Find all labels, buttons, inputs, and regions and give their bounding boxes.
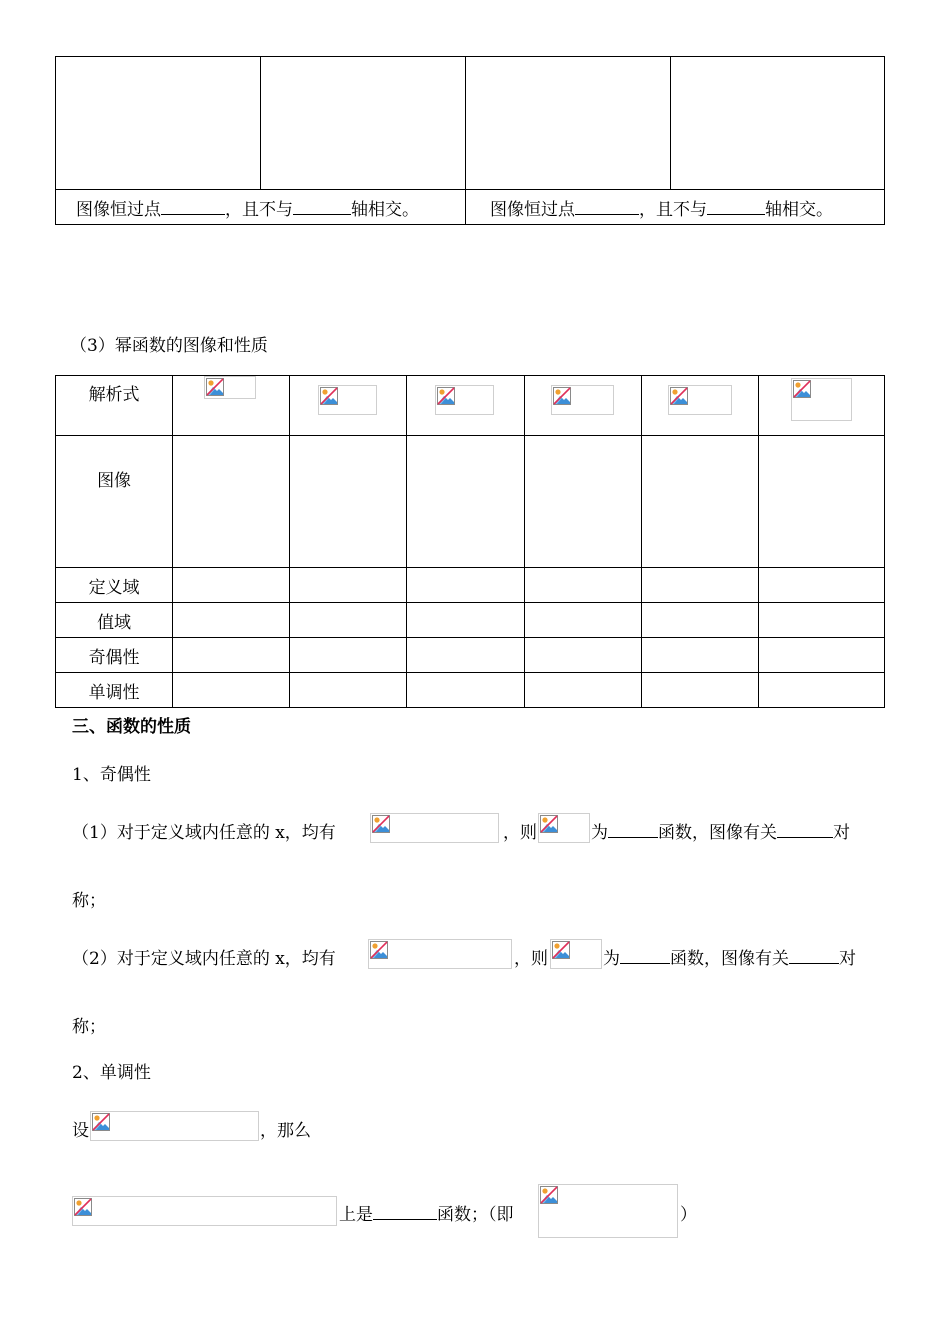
formula-image	[550, 939, 602, 969]
graph-cell	[758, 436, 884, 568]
monotonicity-cell	[524, 673, 641, 708]
blank-line	[373, 1201, 437, 1220]
formula-image	[668, 385, 732, 415]
row-label-range: 值域	[56, 603, 173, 638]
range-cell	[173, 603, 290, 638]
blank-line	[608, 819, 658, 838]
monotonicity-cell	[758, 673, 884, 708]
row-label-parity: 奇偶性	[56, 638, 173, 673]
blank-line	[707, 196, 765, 215]
statement-text: 函数；（即	[437, 1205, 514, 1225]
statement-text: ，则	[503, 823, 537, 843]
blank-line	[789, 945, 839, 964]
blank-line	[293, 196, 351, 215]
broken-image-icon	[670, 387, 688, 405]
blank-line	[575, 196, 639, 215]
property-text: 图像恒过点	[76, 199, 161, 220]
property-text: ，且不与	[225, 199, 293, 220]
formula-image	[791, 378, 852, 421]
statement-text: 为	[591, 823, 608, 843]
graph-cell	[524, 436, 641, 568]
broken-image-icon	[540, 815, 558, 833]
statement-text: （1）对于定义域内任意的 x，均有	[72, 823, 336, 843]
broken-image-icon	[540, 1186, 558, 1204]
formula-image	[368, 939, 512, 969]
parity-statement-2: （2）对于定义域内任意的 x，均有	[72, 949, 336, 969]
statement-text: 称；	[72, 1017, 106, 1037]
top-table-property-cell	[466, 190, 885, 225]
statement-text: 称；	[72, 891, 106, 911]
range-cell	[758, 603, 884, 638]
formula-image	[90, 1111, 259, 1141]
formula-image	[551, 385, 614, 415]
monotonicity-cell	[173, 673, 290, 708]
broken-image-icon	[437, 387, 455, 405]
row-label-graph: 图像	[56, 436, 173, 568]
broken-image-icon	[206, 378, 224, 396]
range-cell	[290, 603, 407, 638]
formula-image	[204, 376, 256, 399]
formula-image	[370, 813, 499, 843]
range-cell	[641, 603, 758, 638]
subsection-parity: 1、奇偶性	[72, 765, 151, 785]
parity-cell	[173, 638, 290, 673]
broken-image-icon	[370, 941, 388, 959]
graph-cell	[641, 436, 758, 568]
parity-cell	[641, 638, 758, 673]
subsection-monotonicity: 2、单调性	[72, 1063, 151, 1083]
domain-cell	[524, 568, 641, 603]
monotonicity-cell	[290, 673, 407, 708]
statement-text: 上是	[339, 1205, 373, 1225]
row-label-monotonicity: 单调性	[56, 673, 173, 708]
top-table-graph-cell	[56, 57, 261, 190]
power-function-table	[55, 375, 885, 708]
formula-image	[435, 385, 494, 415]
statement-text	[603, 944, 856, 969]
broken-image-icon	[372, 815, 390, 833]
blank-line	[777, 819, 833, 838]
statement-text: 设	[72, 1121, 89, 1141]
formula-image	[72, 1196, 337, 1226]
statement-text	[339, 1200, 514, 1225]
statement-text: ，则	[514, 949, 548, 969]
domain-cell	[758, 568, 884, 603]
graph-cell	[407, 436, 524, 568]
broken-image-icon	[553, 387, 571, 405]
parity-cell	[524, 638, 641, 673]
range-cell	[524, 603, 641, 638]
top-table-graph-cell	[466, 57, 671, 190]
parity-cell	[407, 638, 524, 673]
statement-text	[591, 818, 850, 843]
statement-text: 函数，图像有关	[658, 823, 777, 843]
top-table-property-cell	[56, 190, 466, 225]
domain-cell	[173, 568, 290, 603]
graph-cell	[290, 436, 407, 568]
statement-text: 对	[839, 949, 856, 969]
row-label-expression: 解析式	[56, 376, 173, 436]
broken-image-icon	[74, 1198, 92, 1216]
section-heading: 三、函数的性质	[72, 717, 191, 737]
property-text: 图像恒过点	[490, 199, 575, 220]
formula-image	[538, 1184, 678, 1238]
property-text: ，且不与	[639, 199, 707, 220]
monotonicity-cell	[407, 673, 524, 708]
top-table-graph-cell	[261, 57, 466, 190]
parity-statement-1	[72, 818, 336, 843]
statement-text: 对	[833, 823, 850, 843]
statement-text: ，那么	[260, 1121, 311, 1141]
statement-text: 为	[603, 949, 620, 969]
top-table-graph-cell	[671, 57, 885, 190]
statement-text: ）	[680, 1205, 697, 1225]
formula-image	[318, 385, 377, 415]
blank-line	[620, 945, 670, 964]
broken-image-icon	[92, 1113, 110, 1131]
row-label-domain: 定义域	[56, 568, 173, 603]
broken-image-icon	[552, 941, 570, 959]
power-section-title: （3）幂函数的图像和性质	[70, 336, 268, 356]
formula-image	[538, 813, 590, 843]
top-table	[55, 56, 885, 225]
graph-cell	[173, 436, 290, 568]
monotonicity-cell	[641, 673, 758, 708]
statement-text: 函数，图像有关	[670, 949, 789, 969]
parity-cell	[758, 638, 884, 673]
property-text: 轴相交。	[765, 199, 833, 220]
domain-cell	[407, 568, 524, 603]
range-cell	[407, 603, 524, 638]
broken-image-icon	[320, 387, 338, 405]
domain-cell	[641, 568, 758, 603]
blank-line	[161, 196, 225, 215]
broken-image-icon	[793, 380, 811, 398]
parity-cell	[290, 638, 407, 673]
domain-cell	[290, 568, 407, 603]
property-text: 轴相交。	[351, 199, 419, 220]
